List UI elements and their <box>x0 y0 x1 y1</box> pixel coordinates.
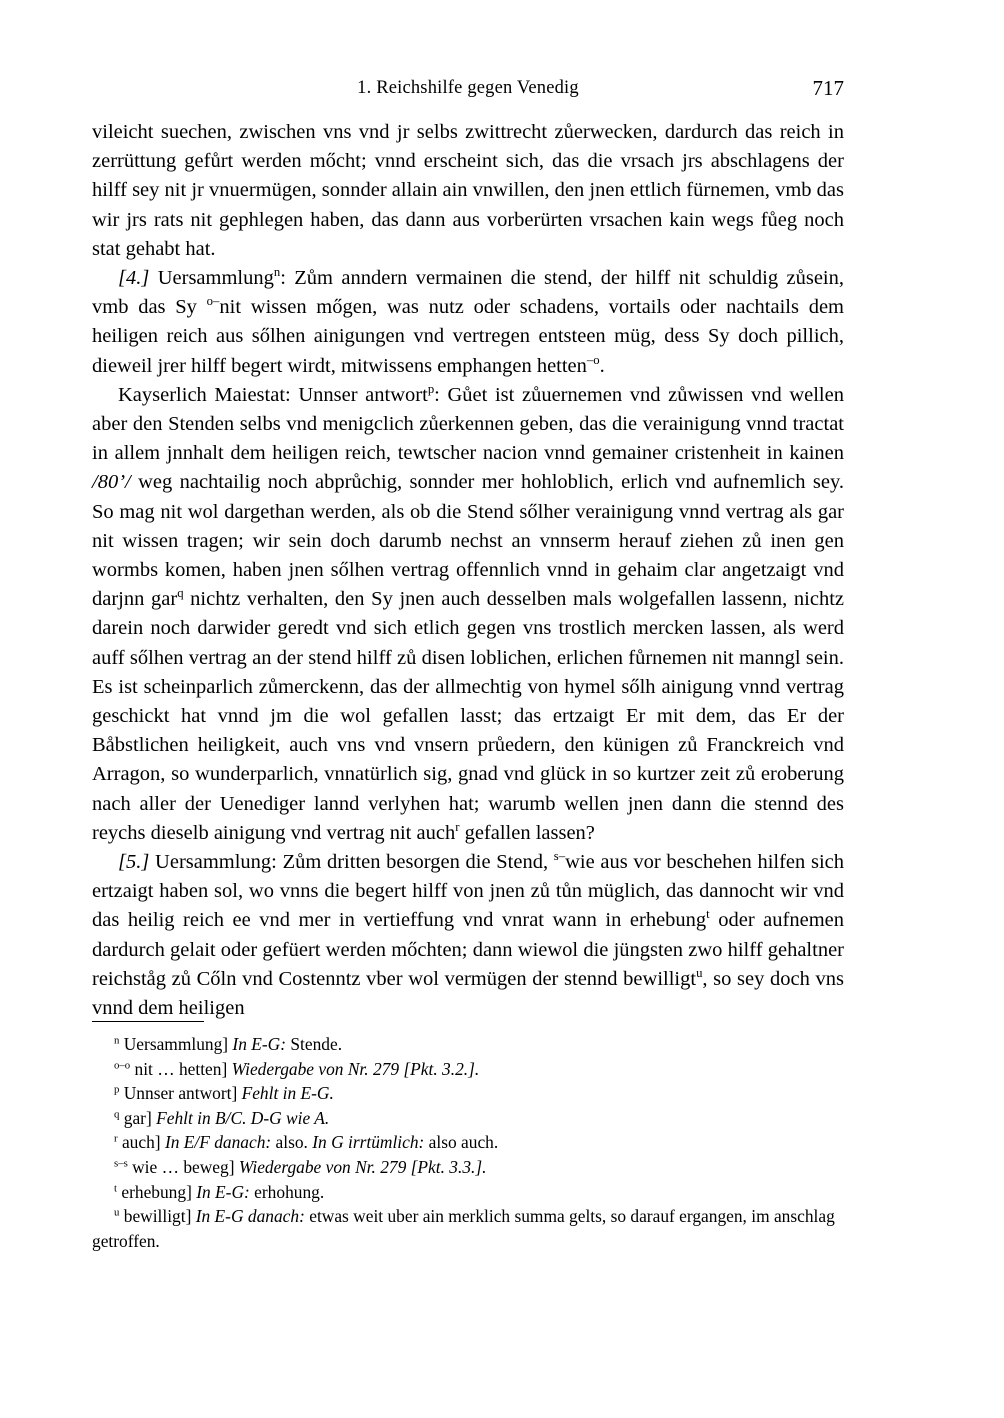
footnote-italic: Fehlt in E-G. <box>241 1083 334 1104</box>
footnote-ref-q: q <box>177 586 184 601</box>
paragraph-1-text: vileicht suechen, zwischen vns vnd jr selbs zwittrecht zůerwecken, dardurch das reich in zerrüttung gefůrt werden mőcht; vnnd erscheint sich, das die vrsach jrs abschlagens der hilff sey nit jr vnuermügen, sonnder allain ain vnwillen, den jnen ettlich fürnemen, vmb das wir jrs rats nit gephlegen haben, das dann aus vorberürten vrsachen kain wegs fůeg noch stat gehabt hat. <box>92 121 844 260</box>
footnote-lemma: auch <box>121 1132 155 1153</box>
footnote-mark: u <box>114 1206 120 1219</box>
footnote-mark: q <box>114 1108 120 1121</box>
footnote-italic: In E-G: <box>196 1181 250 1202</box>
footnote-italic: In E-G danach: <box>195 1206 305 1227</box>
paragraph-2-b: : Zům anndern vermainen die stend, der hilff nit schuldig zůsein, vmb das Sy <box>92 267 844 319</box>
footnotes-block <box>92 1032 844 1253</box>
footnote-item <box>92 1155 844 1180</box>
footnote-ref-u: u <box>696 966 703 981</box>
footnote-lemma: gar <box>123 1107 146 1128</box>
footnote-bracket: ] <box>228 1156 239 1177</box>
footnote-lemma: erhebung <box>121 1181 187 1202</box>
footnote-ref-o-close: –o <box>586 352 600 367</box>
page-header <box>92 78 844 104</box>
footnote-italic: Wiedergabe von Nr. 279 [Pkt. 3.2.]. <box>231 1058 480 1079</box>
footnote-item <box>92 1032 844 1057</box>
footnote-italic: In E-G: <box>232 1034 287 1054</box>
footnote-ref-s-open: s– <box>553 849 566 864</box>
footnote-lemma: Uersammlung <box>123 1034 223 1054</box>
footnote-italic: Wiedergabe von Nr. 279 [Pkt. 3.3.]. <box>238 1156 487 1177</box>
paragraph-4 <box>92 848 844 1023</box>
running-title: 1. Reichshilfe gegen Venedig <box>357 78 579 98</box>
page-number: 717 <box>812 76 844 100</box>
paragraph-3-c: weg nachtailig noch abprůchig, sonnder mer hohloblich, erlich vnd aufnemlich sey. So mag nit wol dargethan werden, als ob die Stend sőlher verainigung vnnd vertrag als gar nit wissen tragen; wir sein doch darumb nechst an vnnserm herauf ziehen zů inen gen wormbs komen, haben jnen sőlhen vertrag offennlich vnnd in gehaim clar angetzaigt vnd darjnn gar <box>92 471 844 611</box>
footnote-ref-p: p <box>427 381 435 396</box>
paragraph-2-d: . <box>599 354 605 377</box>
paragraph-3 <box>92 381 844 848</box>
footnote-bracket: ] <box>145 1107 157 1128</box>
paragraph-1 <box>92 118 844 264</box>
footnote-bracket: ] <box>221 1058 232 1079</box>
paragraph-3-e: gefallen lassen? <box>459 821 595 844</box>
footnote-item <box>92 1106 844 1131</box>
footnote-mark: t <box>114 1181 117 1194</box>
footnote-ref-n: n <box>273 265 281 280</box>
section-marker-4: [4.] <box>118 267 150 290</box>
footnote-mark: n <box>114 1034 120 1047</box>
footnote-bracket: ] <box>154 1132 165 1153</box>
footnote-item <box>92 1130 844 1155</box>
section-marker-5: [5.] <box>118 851 150 874</box>
footnote-rest: erhohung. <box>249 1181 325 1202</box>
foliation-mark: /80’/ <box>92 471 131 494</box>
paragraph-3-b: : Gůet ist zůuernemen vnd zůwissen vnd wellen aber den Stenden selbs vnd menigclich zůerkennen geben, das die verainigung vnnd tractat in allem jnnhalt dem heiligen reich, tewtscher nacion vnnd gemainer cristenheit in kainen <box>92 383 844 465</box>
paragraph-3-d: nichtz verhalten, den Sy jnen auch desselben mals wolgefallen lassenn, nichtz darein noch darwider geredt vnd sich etlich gegen vns trostlich mercken lassen, als werd auff sőlhen vertrag an der stend hilff zů disen loblichen, erlichen fůrnemen nit manngl sein. Es ist scheinparlich zůmerckenn, das der allmechtig von hymel sőlh ainigung vnnd vertrag geschickt hat vnnd jm die wol gefallen lasst; das ertzaigt Er mit dem, das Er der Båbstlichen heiligkeit, auch vns vnd vnsern průedern, den künigen zů Franckreich vnd Arragon, so wunderparlich, vnnatürlich sig, gnad vnd glück in so kurtzer zeit zů eroberung nach aller der Uenediger lannd verlyhen hat; warumb wellen jnen dann die stennd des reychs dieselb ainigung vnd vertrag nit auch <box>92 588 844 844</box>
footnote-lemma: Unnser antwort <box>123 1083 232 1104</box>
paragraph-4-b: wie aus vor beschehen hilfen sich ertzaigt haben sol, wo vnns die begert hilff von jnen zů tůn müglich, das dannocht wir vnd das heilig reich ee vnd mer in vertieffung vnd vnrat wann in erhebung <box>92 851 844 932</box>
paragraph-4-a: Uersammlung: Zům dritten besorgen die Stend, <box>149 851 554 874</box>
footnote-lemma: wie … beweg <box>132 1156 229 1177</box>
paragraph-2 <box>92 264 844 381</box>
footnote-rest: Stende. <box>286 1034 343 1054</box>
footnote-lemma: nit … hetten <box>134 1058 222 1079</box>
footnote-ref-t: t <box>706 907 710 922</box>
footnote-bracket: ] <box>185 1206 196 1227</box>
footnote-ref-o-open: o– <box>206 294 220 309</box>
paragraph-2-c: nit wissen mőgen, was nutz oder schadens, vortails oder nachtails dem heiligen reich aus sőlhen ainigungen vnd vertregen entsteen müg, dess Sy doch pillich, dieweil jrer hilff begert wirdt, mitwissens emphangen hetten <box>92 296 844 377</box>
footnote-item <box>92 1057 844 1082</box>
footnote-mark: p <box>114 1083 120 1096</box>
footnote-mark: o–o <box>114 1058 131 1071</box>
footnote-mark: r <box>114 1132 118 1145</box>
paragraph-4-d: , so sey doch vns vnnd dem heiligen <box>92 967 844 1020</box>
footnote-rest: etwas weit uber ain merklich summa gelts, so darauf ergangen, im anschlag getroffen. <box>92 1206 835 1251</box>
paragraph-4-c: oder aufnemen dardurch gelait oder gefüert werden mőchten; dann wiewol die jüngsten zwo hilff gehaltner reichståg zů Cőln vnd Costenntz vber wol vermügen der stennd bewilligt <box>92 909 844 990</box>
footnote-rest: also. <box>271 1132 313 1153</box>
footnote-italic: Fehlt in B/C. D-G wie A. <box>156 1107 330 1128</box>
footnote-item <box>92 1180 844 1205</box>
footnote-bracket: ] <box>186 1181 197 1202</box>
footnote-italic-2: In G irrtümlich: <box>312 1132 425 1153</box>
footnote-separator <box>92 1021 204 1022</box>
footnote-ref-r: r <box>455 820 460 834</box>
paragraph-3-a: Kayserlich Maiestat: Unnser antwort <box>118 383 428 406</box>
footnote-item <box>92 1204 844 1253</box>
footnote-lemma: bewilligt <box>123 1206 186 1227</box>
footnote-mark: s–s <box>114 1157 128 1170</box>
paragraph-2-a: Uersammlung <box>149 267 274 290</box>
body-text <box>92 118 844 1023</box>
footnote-bracket: ] <box>231 1083 242 1104</box>
footnote-bracket: ] <box>222 1034 233 1054</box>
footnote-italic: In E/F danach: <box>164 1132 272 1153</box>
footnote-rest-2: also auch. <box>424 1132 499 1153</box>
footnote-item <box>92 1081 844 1106</box>
